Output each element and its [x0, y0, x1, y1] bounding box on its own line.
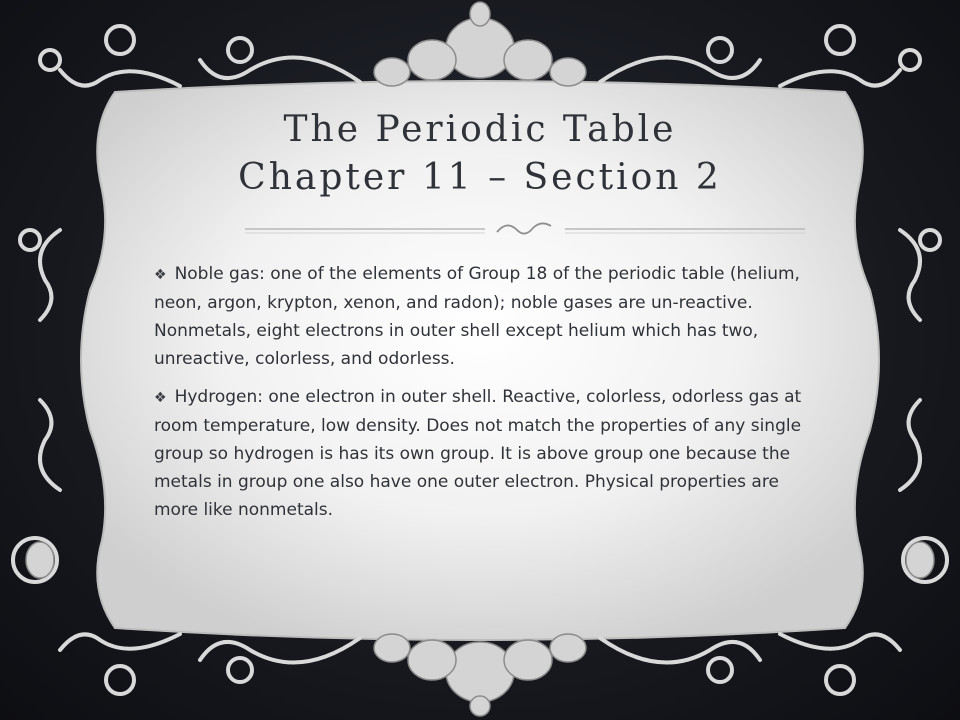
bullet-hydrogen — [154, 383, 804, 524]
bottom-ornament — [374, 634, 586, 716]
bullet-text: Hydrogen: one electron in outer shell. Reactive, colorless, odorless gas at room temperature, low density. Does not match the properties of any single group so hydrogen is has its own group. It is above group one because the metals in group one also have one outer electron. Physical properties are more like nonmetals. — [154, 387, 802, 520]
title-divider — [245, 214, 805, 244]
title-line-2: Chapter 11 – Section 2 — [238, 157, 722, 198]
flourish-icon — [497, 223, 551, 233]
diamond-flourish-icon: ❖ — [154, 267, 167, 283]
bullet-text: Noble gas: one of the elements of Group 18 of the periodic table (helium, neon, argon, krypton, xenon, and radon); noble gases are un-reactive. Nonmetals, eight electrons in outer shell except helium which has two, unreactive, colorless, and odorless. — [154, 264, 800, 369]
bullet-noble-gas — [154, 260, 804, 373]
slide-title — [150, 106, 810, 202]
diamond-flourish-icon: ❖ — [154, 390, 167, 406]
bullet-list — [154, 260, 804, 534]
title-line-1: The Periodic Table — [283, 109, 677, 150]
top-ornament — [374, 2, 586, 86]
